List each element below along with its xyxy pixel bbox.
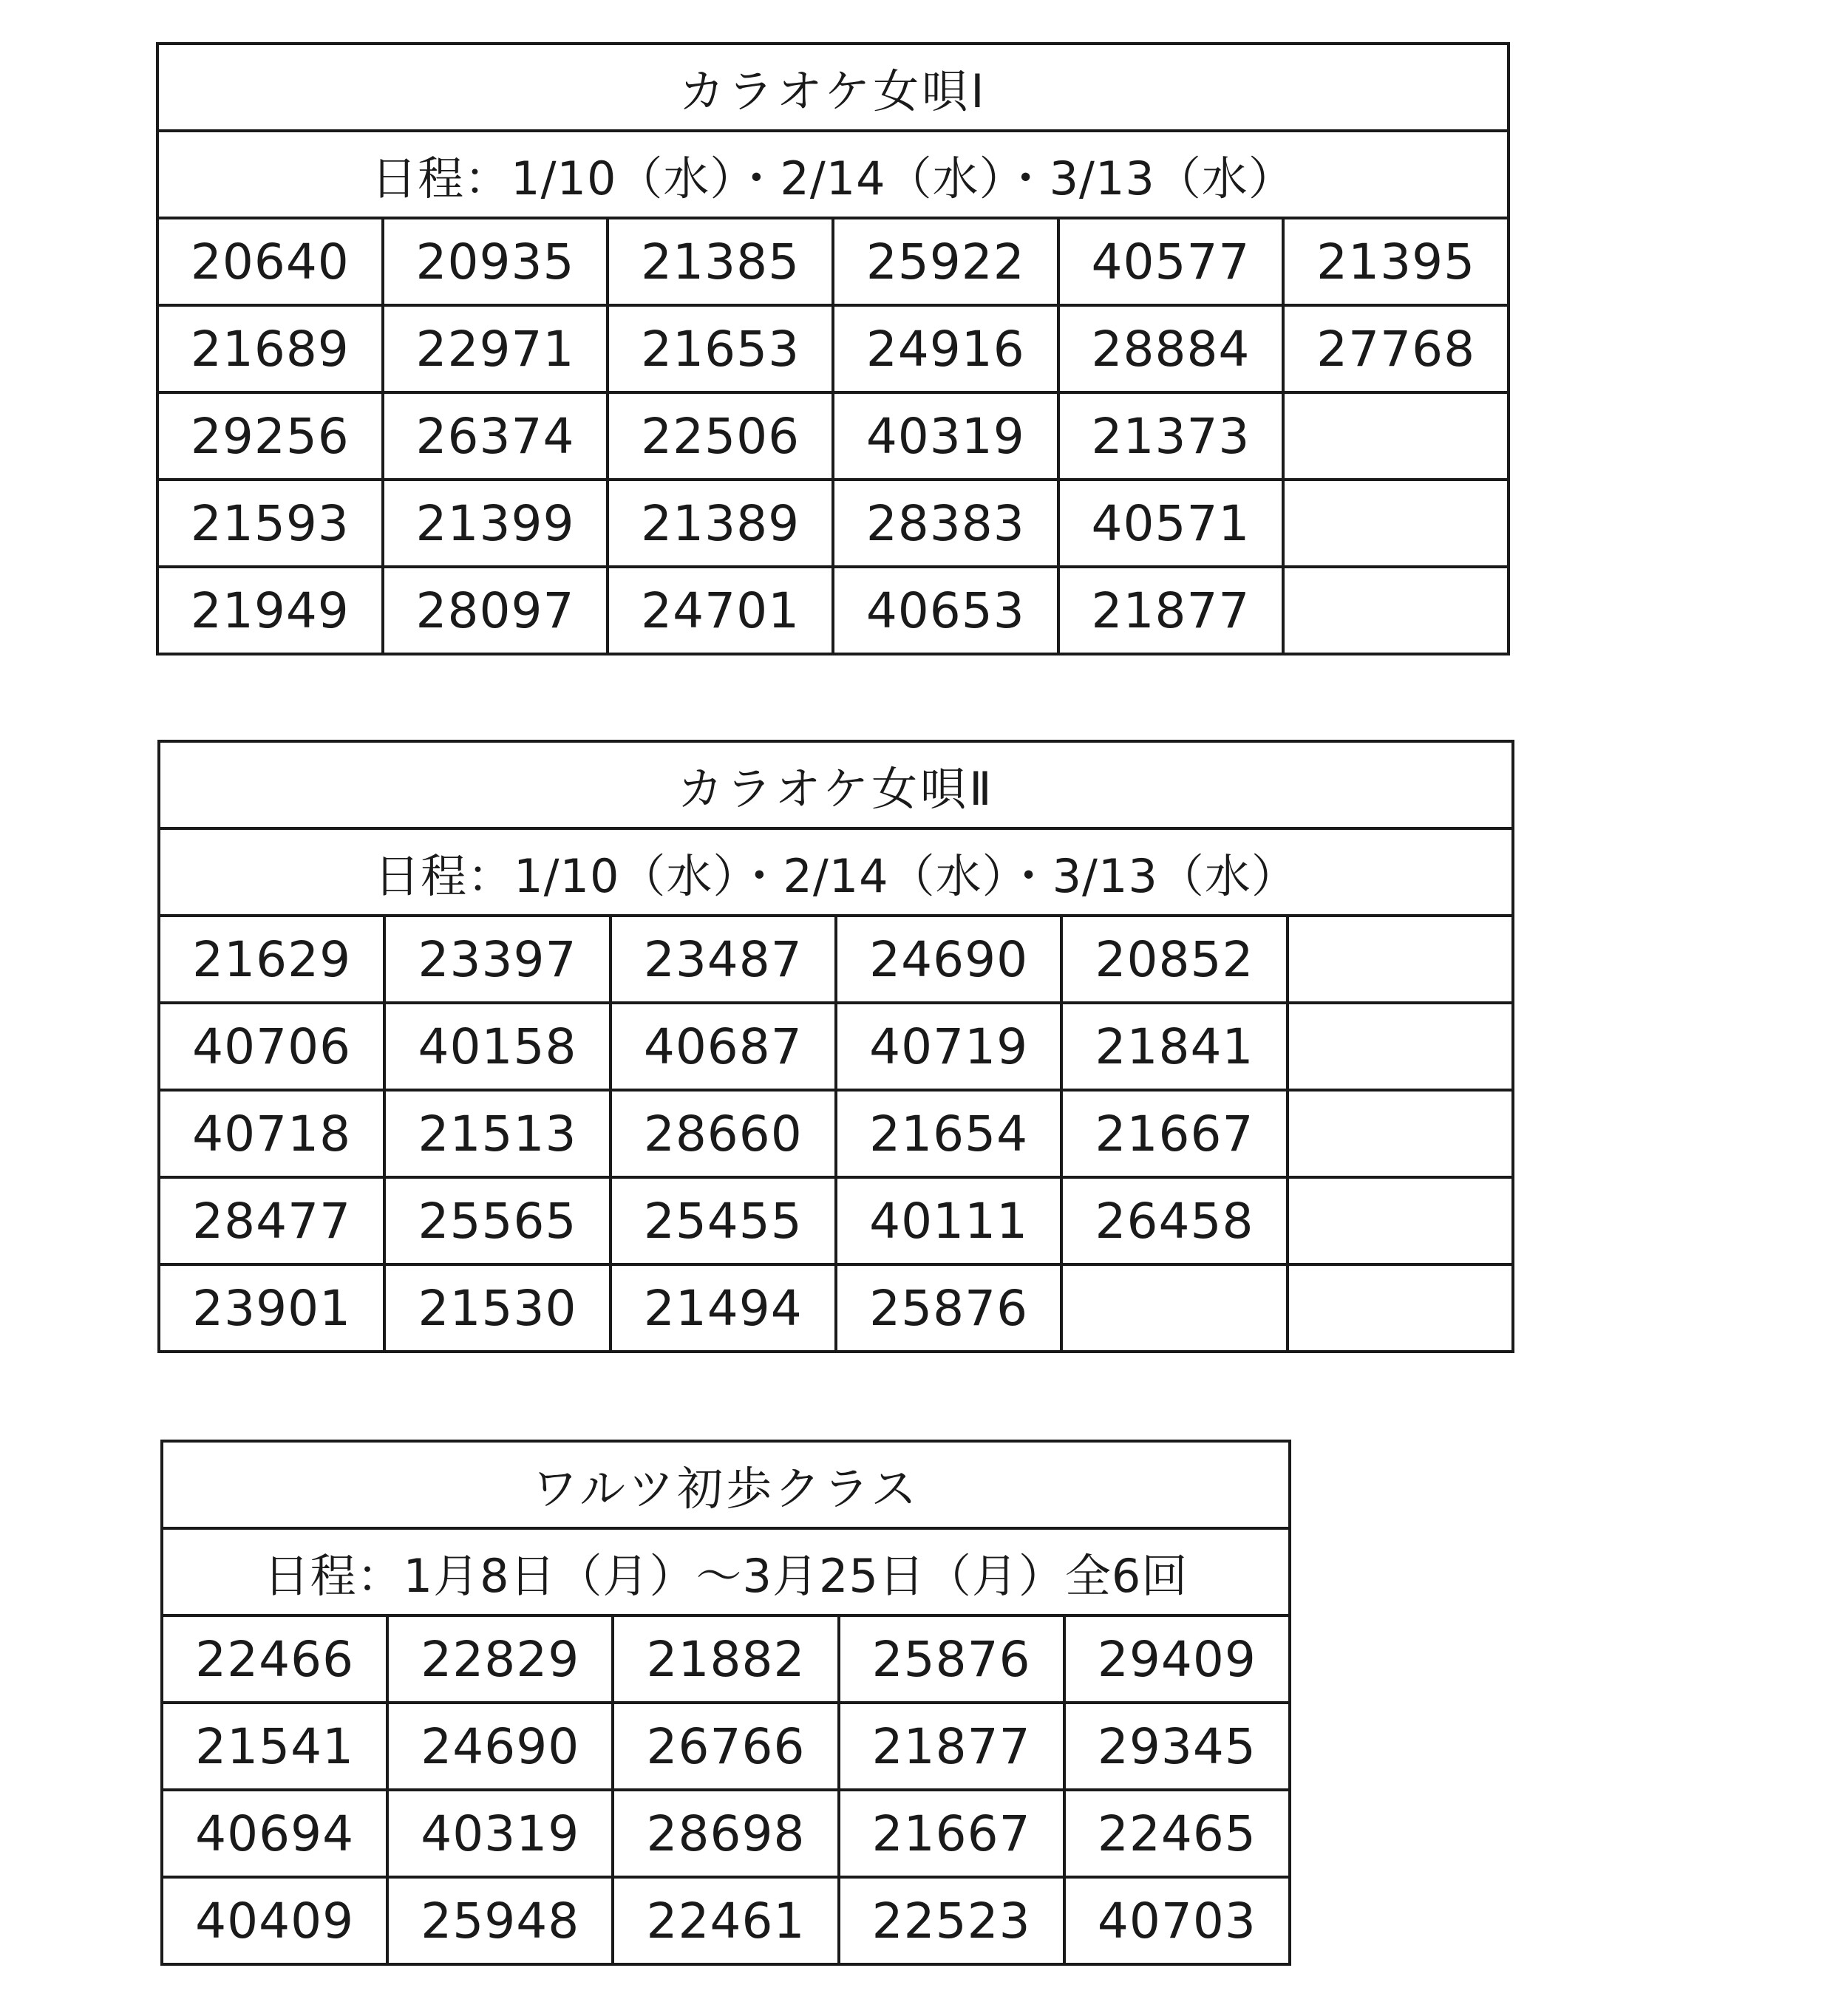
member-number-cell: 40703 (1064, 1877, 1290, 1964)
member-number-cell (1288, 1264, 1513, 1352)
member-number-cell: 26458 (1061, 1177, 1287, 1264)
member-number-cell: 28477 (159, 1177, 384, 1264)
member-number-cell: 25876 (836, 1264, 1061, 1352)
table-row (162, 1877, 1290, 1964)
table-row (157, 567, 1509, 654)
member-number-cell (1288, 1177, 1513, 1264)
member-number-cell: 21385 (608, 218, 833, 305)
member-number-cell: 28884 (1058, 305, 1284, 392)
table-title: ワルツ初歩クラス (162, 1441, 1290, 1528)
member-number-cell: 40571 (1058, 480, 1284, 567)
member-number-cell: 40653 (833, 567, 1058, 654)
member-number-cell: 21877 (839, 1703, 1064, 1790)
member-number-cell: 20935 (383, 218, 608, 305)
member-number-cell: 29409 (1064, 1615, 1290, 1703)
member-number-cell: 21389 (608, 480, 833, 567)
member-number-cell: 22523 (839, 1877, 1064, 1964)
member-number-cell: 21667 (1061, 1090, 1287, 1177)
member-number-cell: 40409 (162, 1877, 387, 1964)
member-number-cell: 21877 (1058, 567, 1284, 654)
member-number-cell (1283, 392, 1509, 480)
member-number-cell: 21841 (1061, 1003, 1287, 1090)
member-number-cell: 25948 (387, 1877, 613, 1964)
member-number-cell: 40158 (384, 1003, 610, 1090)
member-number-cell (1061, 1264, 1287, 1352)
member-number-cell (1283, 480, 1509, 567)
member-number-cell: 25876 (839, 1615, 1064, 1703)
member-number-cell: 24690 (836, 916, 1061, 1003)
member-number-cell: 40718 (159, 1090, 384, 1177)
member-number-cell: 25565 (384, 1177, 610, 1264)
schedule-text: 日程：1/10（水）・2/14（水）・3/13（水） (157, 131, 1509, 218)
member-number-cell: 21593 (157, 480, 383, 567)
karaoke-1-table (156, 42, 1510, 655)
table-row (159, 916, 1513, 1003)
member-number-cell: 40319 (387, 1790, 613, 1877)
member-number-cell: 21653 (608, 305, 833, 392)
member-number-cell: 22466 (162, 1615, 387, 1703)
member-number-cell: 20640 (157, 218, 383, 305)
member-number-cell: 28097 (383, 567, 608, 654)
member-number-cell: 28383 (833, 480, 1058, 567)
table-row (157, 218, 1509, 305)
member-number-cell: 21530 (384, 1264, 610, 1352)
table-title: カラオケ女唄Ⅰ (157, 44, 1509, 131)
table-row (157, 480, 1509, 567)
member-number-cell: 21689 (157, 305, 383, 392)
member-number-cell (1288, 1090, 1513, 1177)
table-row (159, 1264, 1513, 1352)
member-number-cell: 40706 (159, 1003, 384, 1090)
member-number-cell: 22971 (383, 305, 608, 392)
schedule-text: 日程：1/10（水）・2/14（水）・3/13（水） (159, 828, 1513, 916)
member-number-cell: 21667 (839, 1790, 1064, 1877)
member-number-cell: 40577 (1058, 218, 1284, 305)
member-number-cell: 24701 (608, 567, 833, 654)
member-number-cell: 23901 (159, 1264, 384, 1352)
member-number-cell: 21513 (384, 1090, 610, 1177)
member-number-cell: 27768 (1283, 305, 1509, 392)
member-number-cell: 21949 (157, 567, 383, 654)
table-row (159, 1003, 1513, 1090)
karaoke-2-table (157, 740, 1514, 1353)
table-row (162, 1615, 1290, 1703)
member-number-cell: 29345 (1064, 1703, 1290, 1790)
member-number-cell: 21399 (383, 480, 608, 567)
member-number-cell: 21395 (1283, 218, 1509, 305)
member-number-cell: 21654 (836, 1090, 1061, 1177)
table-row (159, 1090, 1513, 1177)
member-number-cell: 40719 (836, 1003, 1061, 1090)
table-row (162, 1703, 1290, 1790)
member-number-cell: 21494 (611, 1264, 836, 1352)
member-number-cell: 21541 (162, 1703, 387, 1790)
member-number-cell: 21373 (1058, 392, 1284, 480)
member-number-cell: 26766 (613, 1703, 838, 1790)
member-number-cell: 21629 (159, 916, 384, 1003)
member-number-cell: 40694 (162, 1790, 387, 1877)
member-number-cell: 20852 (1061, 916, 1287, 1003)
member-number-cell: 23397 (384, 916, 610, 1003)
member-number-cell (1288, 916, 1513, 1003)
table-title: カラオケ女唄Ⅱ (159, 741, 1513, 828)
member-number-cell: 24690 (387, 1703, 613, 1790)
member-number-cell (1288, 1003, 1513, 1090)
member-number-cell: 22829 (387, 1615, 613, 1703)
member-number-cell: 22465 (1064, 1790, 1290, 1877)
table-row (157, 392, 1509, 480)
member-number-cell: 21882 (613, 1615, 838, 1703)
member-number-cell: 23487 (611, 916, 836, 1003)
member-number-cell: 26374 (383, 392, 608, 480)
member-number-cell: 25455 (611, 1177, 836, 1264)
member-number-cell: 24916 (833, 305, 1058, 392)
waltz-beginner-table (160, 1440, 1291, 1966)
table-row (162, 1790, 1290, 1877)
member-number-cell: 40687 (611, 1003, 836, 1090)
table-row (159, 1177, 1513, 1264)
table-row (157, 305, 1509, 392)
member-number-cell: 40111 (836, 1177, 1061, 1264)
member-number-cell (1283, 567, 1509, 654)
member-number-cell: 28660 (611, 1090, 836, 1177)
member-number-cell: 25922 (833, 218, 1058, 305)
member-number-cell: 40319 (833, 392, 1058, 480)
member-number-cell: 28698 (613, 1790, 838, 1877)
member-number-cell: 22506 (608, 392, 833, 480)
member-number-cell: 29256 (157, 392, 383, 480)
schedule-text: 日程：1月8日（月）～3月25日（月）全6回 (162, 1528, 1290, 1615)
member-number-cell: 22461 (613, 1877, 838, 1964)
